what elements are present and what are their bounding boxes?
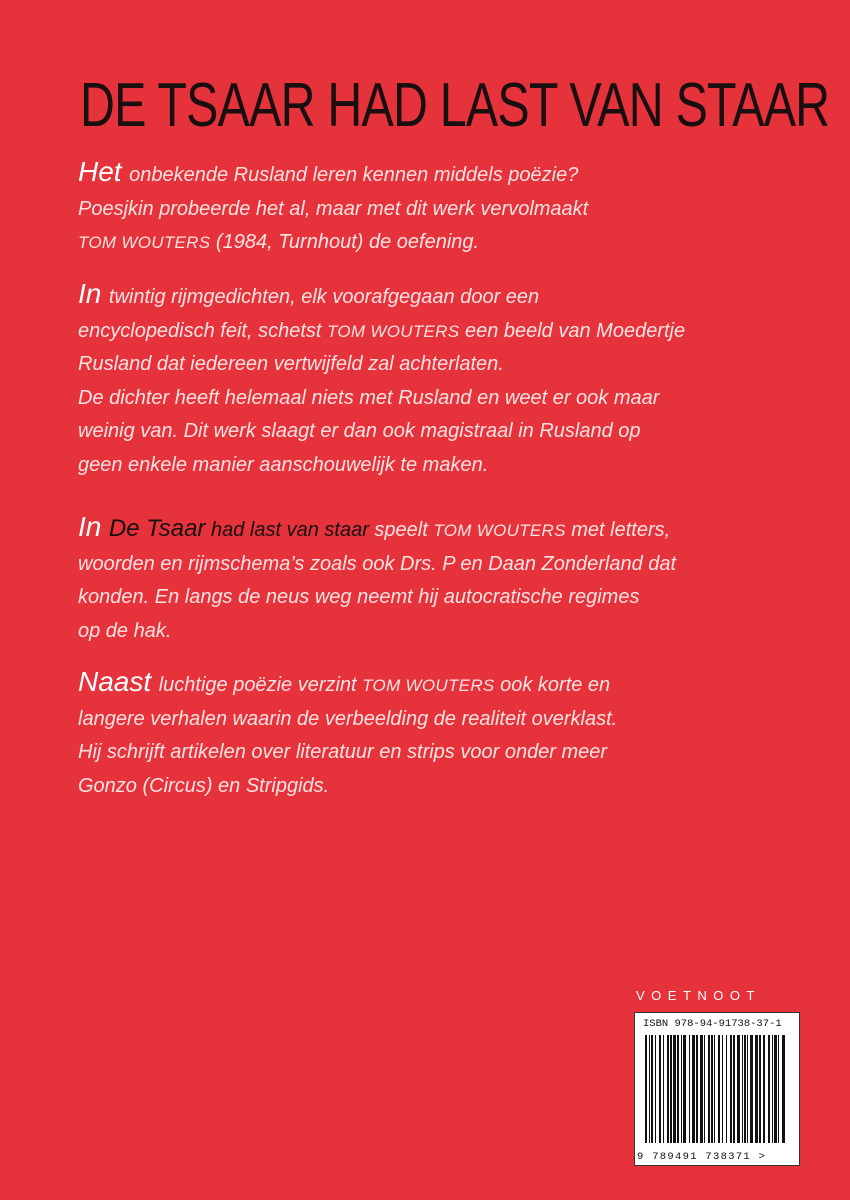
barcode-bar [778, 1035, 779, 1143]
barcode-digits: 9 789491 738371 > [637, 1151, 767, 1163]
paragraph-4-line-1-post: ook korte en [494, 674, 611, 696]
barcode-bar [649, 1035, 650, 1143]
paragraph-4 [78, 665, 778, 803]
barcode-bar [755, 1035, 758, 1143]
paragraph-4-lead: Naast [78, 666, 152, 697]
paragraph-2-line-1-text: twintig rijmgedichten, elk voorafgegaan door een [103, 286, 540, 308]
paragraph-2 [78, 277, 778, 482]
isbn-label: ISBN 978-94-91738-37-1 [643, 1018, 782, 1030]
author-name: TOM WOUTERS [433, 521, 566, 540]
barcode-bar [670, 1035, 672, 1143]
barcode-bar [677, 1035, 679, 1143]
author-name: TOM WOUTERS [362, 676, 495, 695]
barcode-bar [689, 1035, 690, 1143]
barcode-bar [747, 1035, 748, 1143]
barcode-bar [759, 1035, 761, 1143]
barcode-bar [730, 1035, 732, 1143]
paragraph-2-line-2 [78, 315, 778, 349]
barcode-bar [774, 1035, 777, 1143]
paragraph-3-line-1 [78, 510, 778, 548]
paragraph-2-line-6: geen enkele manier aanschouwelijk te maken. [78, 453, 489, 476]
paragraph-2-line-3: Rusland dat iedereen vertwijfeld zal achterlaten. [78, 353, 504, 375]
book-title-heading: DE TSAAR HAD LAST VAN STAAR [80, 71, 830, 140]
barcode-block [634, 1012, 800, 1166]
barcode-bar [744, 1035, 746, 1143]
paragraph-1-line-3-text: (1984, Turnhout) de oefening. [210, 231, 480, 253]
paragraph-3-lead: In [78, 511, 102, 542]
paragraph-2-line-2-pre: encyclopedisch feit, schetst [78, 319, 328, 342]
paragraph-2-line-5: weinig van. Dit werk slaagt er dan ook magistraal in Rusland op [78, 420, 641, 442]
paragraph-1-line-1 [78, 155, 778, 193]
barcode-bar [663, 1035, 664, 1143]
paragraph-4-line-4: Gonzo (Circus) en Stripgids. [78, 774, 330, 797]
barcode-bar [772, 1035, 773, 1143]
paragraph-2-line-2-post: een beeld van Moedertje [459, 319, 686, 342]
barcode-bar [659, 1035, 661, 1143]
paragraph-2-line-4: De dichter heeft helemaal niets met Rusland en weet er ook maar [78, 386, 660, 409]
barcode-bar [704, 1035, 705, 1143]
paragraph-1-lead: Het [78, 156, 122, 187]
barcode-bar [722, 1035, 723, 1143]
paragraph-3-line-1-post: met letters, [565, 519, 671, 541]
barcode-bar [651, 1035, 653, 1143]
barcode-icon [643, 1035, 791, 1143]
paragraph-1-line-2: Poesjkin probeerde het al, maar met dit werk vervolmaakt [78, 197, 589, 220]
barcode-bar [726, 1035, 727, 1143]
paragraph-2-lead: In [78, 278, 102, 309]
paragraph-3-line-1-mid: speelt [368, 519, 434, 541]
paragraph-3-line-2: woorden en rijmschema’s zoals ook Drs. P en Daan Zonderland dat [78, 552, 677, 575]
barcode-bar [737, 1035, 740, 1143]
barcode-bar [742, 1035, 743, 1143]
paragraph-4-line-1 [78, 665, 778, 703]
barcode-bar [683, 1035, 686, 1143]
barcode-bar [718, 1035, 720, 1143]
book-title-inline-a: De Tsaar [108, 515, 206, 542]
paragraph-1-text: onbekende Rusland leren kennen middels poëzie? [123, 164, 579, 186]
paragraph-4-line-1-pre: luchtige poëzie verzint [153, 674, 363, 696]
paragraph-1 [78, 155, 778, 260]
barcode-bar [667, 1035, 669, 1143]
barcode-bar [681, 1035, 682, 1143]
barcode-bar [655, 1035, 656, 1143]
author-name: TOM WOUTERS [78, 233, 211, 252]
barcode-bar [750, 1035, 753, 1143]
book-title-inline-b: had last van staar [205, 519, 369, 541]
paragraph-3 [78, 510, 778, 648]
barcode-bar [782, 1035, 785, 1143]
paragraph-3-line-3: konden. En langs de neus weg neemt hij autocratische regimes [78, 586, 640, 608]
publisher-logo: VOETNOOT [636, 988, 761, 1003]
paragraph-3-line-4: op de hak. [78, 619, 172, 642]
barcode-bar [714, 1035, 715, 1143]
barcode-bar [733, 1035, 735, 1143]
barcode-bar [696, 1035, 698, 1143]
barcode-bar [700, 1035, 703, 1143]
barcode-bar [692, 1035, 695, 1143]
paragraph-1-line-3 [78, 226, 778, 260]
barcode-bar [708, 1035, 710, 1143]
author-name: TOM WOUTERS [327, 321, 460, 341]
paragraph-4-line-3: Hij schrijft artikelen over literatuur en strips voor onder meer [78, 741, 608, 763]
barcode-bar [763, 1035, 765, 1143]
barcode-bar [645, 1035, 647, 1143]
paragraph-4-line-2: langere verhalen waarin de verbeelding de realiteit overklast. [78, 707, 618, 730]
barcode-bar [711, 1035, 713, 1143]
paragraph-2-line-1 [78, 277, 778, 315]
barcode-bar [768, 1035, 770, 1143]
barcode-bar [673, 1035, 676, 1143]
